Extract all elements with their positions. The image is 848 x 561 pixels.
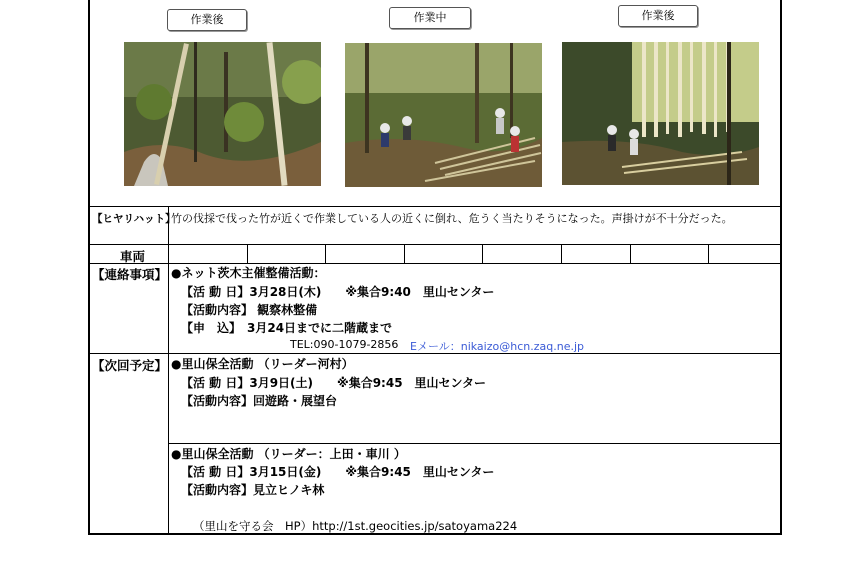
vehicle-label: 車両 (120, 249, 146, 264)
next-line-3: 【活動内容】回遊路・展望台 (181, 394, 338, 408)
contact-line-4: 【申 込】 3月24日までに二階蔵まで (181, 321, 393, 335)
contact-line-3: 【活動内容】 観察林整備 (181, 303, 318, 317)
hiyari-label: 【ヒヤリハット】 (92, 213, 176, 225)
photo-caption-2: 作業中 (389, 7, 471, 29)
activity-report-sheet (88, 0, 782, 535)
contact-line-2: 【活 動 日】3月28日(木) ※集合9:40 里山センター (181, 285, 495, 299)
next2-line-2: 【活 動 日】3月15日(金) ※集合9:45 里山センター (181, 465, 495, 479)
hiyari-text: 竹の伐採で伐った竹が近くで作業している人の近くに倒れ、危うく当たりそうになった。声掛けが不十分だった。 (171, 212, 733, 225)
photo-during-work (345, 43, 542, 187)
next-line-2: 【活 動 日】3月9日(土) ※集合9:45 里山センター (181, 376, 487, 390)
contact-tel: TEL:090-1079-2856 (290, 338, 399, 351)
photo-after-work-1 (124, 42, 321, 186)
contact-label: 【連絡事項】 (92, 267, 168, 282)
homepage-line: （里山を守る会 HP）http://1st.geocities.jp/satoyama224 (193, 519, 518, 533)
contact-email: Eメール：nikaizo@hcn.zaq.ne.jp (410, 340, 584, 353)
contact-line-1: ●ネット茨木主催整備活動： (171, 266, 326, 280)
next-label: 【次回予定】 (92, 358, 168, 373)
next2-line-1: ●里山保全活動 （リーダー：上田・車川 ） (171, 447, 406, 461)
photo-caption-1: 作業後 (167, 9, 247, 31)
photo-caption-3: 作業後 (618, 5, 698, 27)
next-line-1: ●里山保全活動 （リーダー河村） (171, 357, 354, 371)
photo-after-work-2 (562, 42, 759, 185)
next2-line-3: 【活動内容】見立ヒノキ林 (181, 483, 325, 497)
